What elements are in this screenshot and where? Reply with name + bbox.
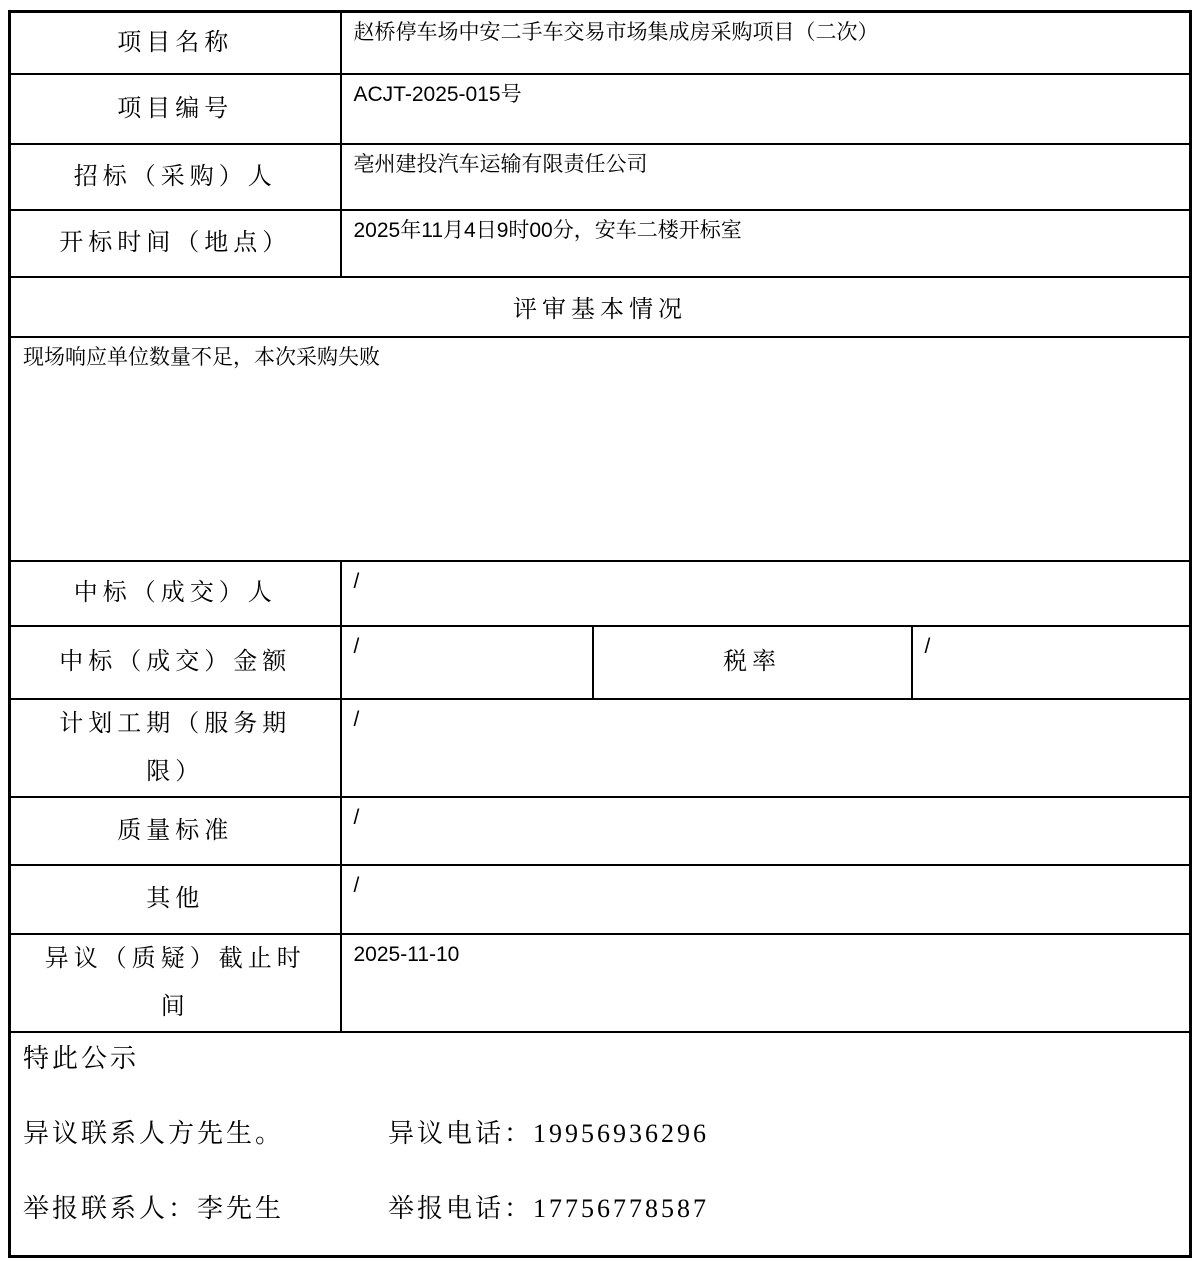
project-number-label	[10, 74, 341, 144]
row-footer	[10, 1032, 1191, 1257]
row-project-number	[10, 74, 1191, 144]
duration-value: /	[341, 699, 1191, 797]
row-project-name	[10, 12, 1191, 74]
other-label-text: 其他	[146, 886, 205, 912]
objection-deadline-label	[10, 934, 341, 1032]
tenderee-label	[10, 144, 341, 210]
objection-contact: 异议联系人方先生。	[23, 1118, 285, 1148]
footer-objection-line	[23, 1118, 1177, 1149]
tax-rate-label-text: 税率	[723, 649, 781, 675]
quality-label	[10, 797, 341, 865]
row-other	[10, 865, 1191, 934]
report-phone: 举报电话：17756778587	[388, 1193, 710, 1223]
review-section-header: 评审基本情况	[10, 277, 1191, 337]
tenderee-label-text: 招标（采购）人	[73, 163, 277, 190]
project-number-value: ACJT-2025-015号	[341, 74, 1191, 144]
objection-phone: 异议电话：19956936296	[388, 1118, 710, 1148]
objection-deadline-label-text: 异议（质疑）截止时间	[44, 945, 306, 1020]
procurement-notice-table	[8, 10, 1192, 1258]
footer-cell	[10, 1032, 1191, 1257]
row-review-header	[10, 277, 1191, 337]
quality-label-text: 质量标准	[117, 817, 234, 844]
row-bid-opening	[10, 210, 1191, 277]
quality-value: /	[341, 797, 1191, 865]
winner-value: /	[341, 561, 1191, 626]
tax-rate-label	[593, 626, 912, 699]
row-tenderee	[10, 144, 1191, 210]
objection-deadline-value: 2025-11-10	[341, 934, 1191, 1032]
row-amount	[10, 626, 1191, 699]
row-review-result	[10, 337, 1191, 561]
amount-value: /	[341, 626, 593, 699]
row-winner	[10, 561, 1191, 626]
bid-opening-value: 2025年11月4日9时00分，安车二楼开标室	[341, 210, 1191, 277]
row-quality	[10, 797, 1191, 865]
review-result-text: 现场响应单位数量不足，本次采购失败	[10, 337, 1191, 561]
project-name-value: 赵桥停车场中安二手车交易市场集成房采购项目（二次）	[341, 12, 1191, 74]
report-contact: 举报联系人：李先生	[23, 1193, 285, 1223]
tax-rate-value: /	[912, 626, 1191, 699]
winner-label	[10, 561, 341, 626]
row-objection-deadline	[10, 934, 1191, 1032]
footer-notice: 特此公示	[23, 1043, 140, 1073]
row-duration	[10, 699, 1191, 797]
duration-label-text: 计划工期（服务期限）	[59, 710, 292, 785]
duration-label	[10, 699, 341, 797]
footer-report-line	[23, 1193, 1177, 1224]
other-label	[10, 865, 341, 934]
tenderee-value: 亳州建投汽车运输有限责任公司	[341, 144, 1191, 210]
bid-opening-label-text: 开标时间（地点）	[59, 230, 292, 256]
winner-label-text: 中标（成交）人	[73, 580, 277, 606]
amount-label-text: 中标（成交）金额	[59, 649, 292, 675]
amount-label	[10, 626, 341, 699]
bid-opening-label	[10, 210, 341, 277]
project-name-label	[10, 12, 341, 74]
project-name-label-text: 项目名称	[117, 29, 234, 56]
project-number-label-text: 项目编号	[117, 95, 234, 122]
other-value: /	[341, 865, 1191, 934]
